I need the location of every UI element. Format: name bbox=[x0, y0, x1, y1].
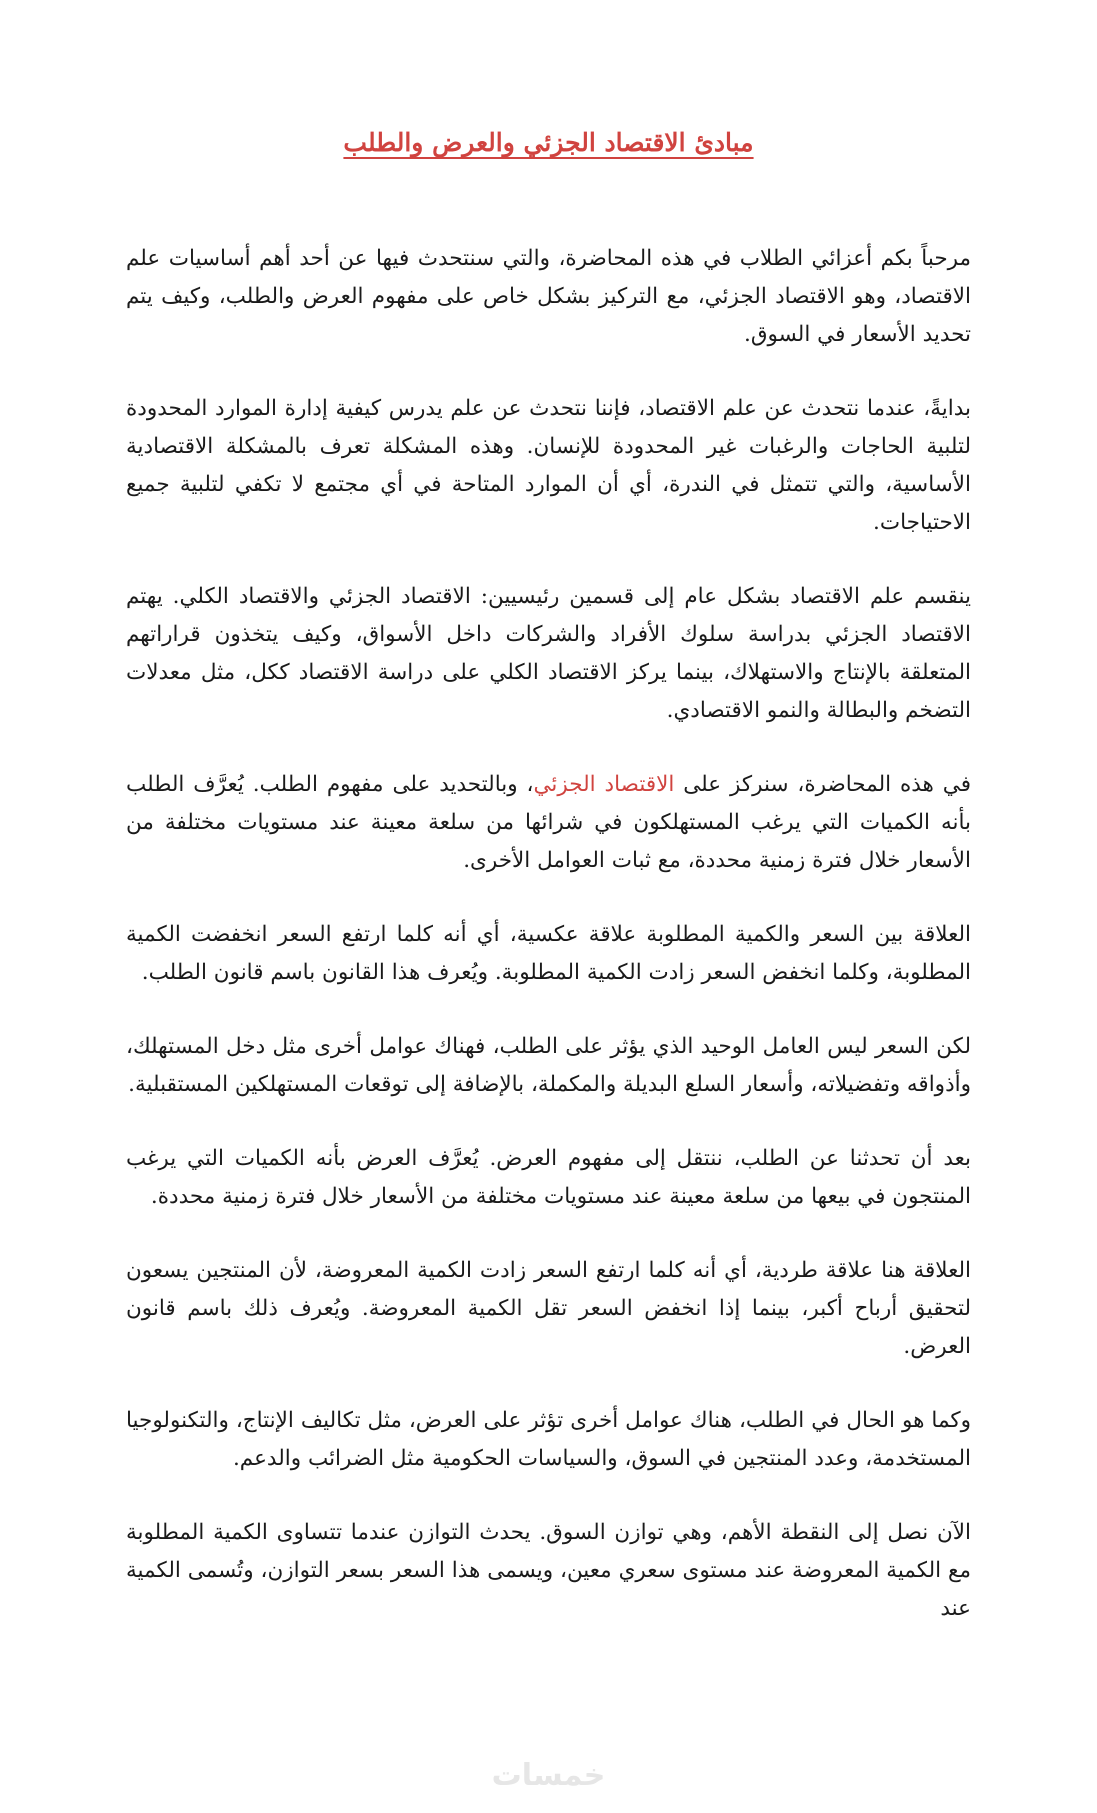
paragraph-demand-definition bbox=[126, 766, 971, 880]
paragraph-supply-definition: بعد أن تحدثنا عن الطلب، ننتقل إلى مفهوم العرض. يُعرَّف العرض بأنه الكميات التي يرغب المنتجون في بيعها من سلعة معينة عند مستويات مختلفة من الأسعار خلال فترة زمنية محددة. bbox=[126, 1146, 971, 1209]
document-body bbox=[126, 240, 971, 1664]
page-title: مبادئ الاقتصاد الجزئي والعرض والطلب bbox=[343, 128, 754, 157]
paragraph-micro-macro: ينقسم علم الاقتصاد بشكل عام إلى قسمين رئيسيين: الاقتصاد الجزئي والاقتصاد الكلي. يهتم الاقتصاد الجزئي بدراسة سلوك الأفراد والشركات داخل الأسواق، وكيف يتخذون قراراتهم المتعلقة بالإنتاج والاستهلاك، بينما يركز الاقتصاد الكلي على دراسة الاقتصاد ككل، مثل معدلات التضخم والبطالة والنمو الاقتصادي. bbox=[126, 584, 971, 723]
paragraph-market-equilibrium: الآن نصل إلى النقطة الأهم، وهي توازن السوق. يحدث التوازن عندما تتساوى الكمية المطلوبة مع الكمية المعروضة عند مستوى سعري معين، ويسمى هذا السعر بسعر التوازن، وتُسمى الكمية عند bbox=[126, 1520, 971, 1621]
paragraph-law-of-supply: العلاقة هنا علاقة طردية، أي أنه كلما ارتفع السعر زادت الكمية المعروضة، لأن المنتجين يسعون لتحقيق أرباح أكبر، بينما إذا انخفض السعر تقل الكمية المعروضة. ويُعرف ذلك باسم قانون العرض. bbox=[126, 1258, 971, 1359]
paragraph-supply-factors: وكما هو الحال في الطلب، هناك عوامل أخرى تؤثر على العرض، مثل تكاليف الإنتاج، والتكنولوجيا المستخدمة، وعدد المنتجين في السوق، والسياسات الحكومية مثل الضرائب والدعم. bbox=[126, 1408, 971, 1471]
paragraph-intro: مرحباً بكم أعزائي الطلاب في هذه المحاضرة، والتي سنتحدث فيها عن أحد أهم أساسيات علم الاقتصاد، وهو الاقتصاد الجزئي، مع التركيز بشكل خاص على مفهوم العرض والطلب، وكيف يتم تحديد الأسعار في السوق. bbox=[126, 246, 971, 347]
watermark-logo: خمسات bbox=[491, 1758, 606, 1793]
paragraph-law-of-demand: العلاقة بين السعر والكمية المطلوبة علاقة عكسية، أي أنه كلما ارتفع السعر انخفضت الكمية المطلوبة، وكلما انخفض السعر زادت الكمية المطلوبة. ويُعرف هذا القانون باسم قانون الطلب. bbox=[126, 922, 971, 985]
highlighted-term: الاقتصاد الجزئي bbox=[533, 772, 675, 797]
paragraph-economics-definition: بدايةً، عندما نتحدث عن علم الاقتصاد، فإننا نتحدث عن علم يدرس كيفية إدارة الموارد المحدودة لتلبية الحاجات والرغبات غير المحدودة للإنسان. وهذه المشكلة تعرف بالمشكلة الاقتصادية الأساسية، والتي تتمثل في الندرة، أي أن الموارد المتاحة في أي مجتمع لا تكفي لتلبية جميع الاحتياجات. bbox=[126, 396, 971, 535]
paragraph-demand-factors: لكن السعر ليس العامل الوحيد الذي يؤثر على الطلب، فهناك عوامل أخرى مثل دخل المستهلك، وأذواقه وتفضيلاته، وأسعار السلع البديلة والمكملة، بالإضافة إلى توقعات المستهلكين المستقبلية. bbox=[126, 1034, 971, 1097]
demand-text-before: في هذه المحاضرة، سنركز على bbox=[674, 772, 972, 797]
demand-text-after: ، وبالتحديد على مفهوم الطلب. يُعرَّف الطلب بأنه الكميات التي يرغب المستهلكون في شرائها من سلعة معينة عند مستويات مختلفة من الأسعار خلال فترة زمنية محددة، مع ثبات العوامل الأخرى. bbox=[126, 772, 971, 873]
